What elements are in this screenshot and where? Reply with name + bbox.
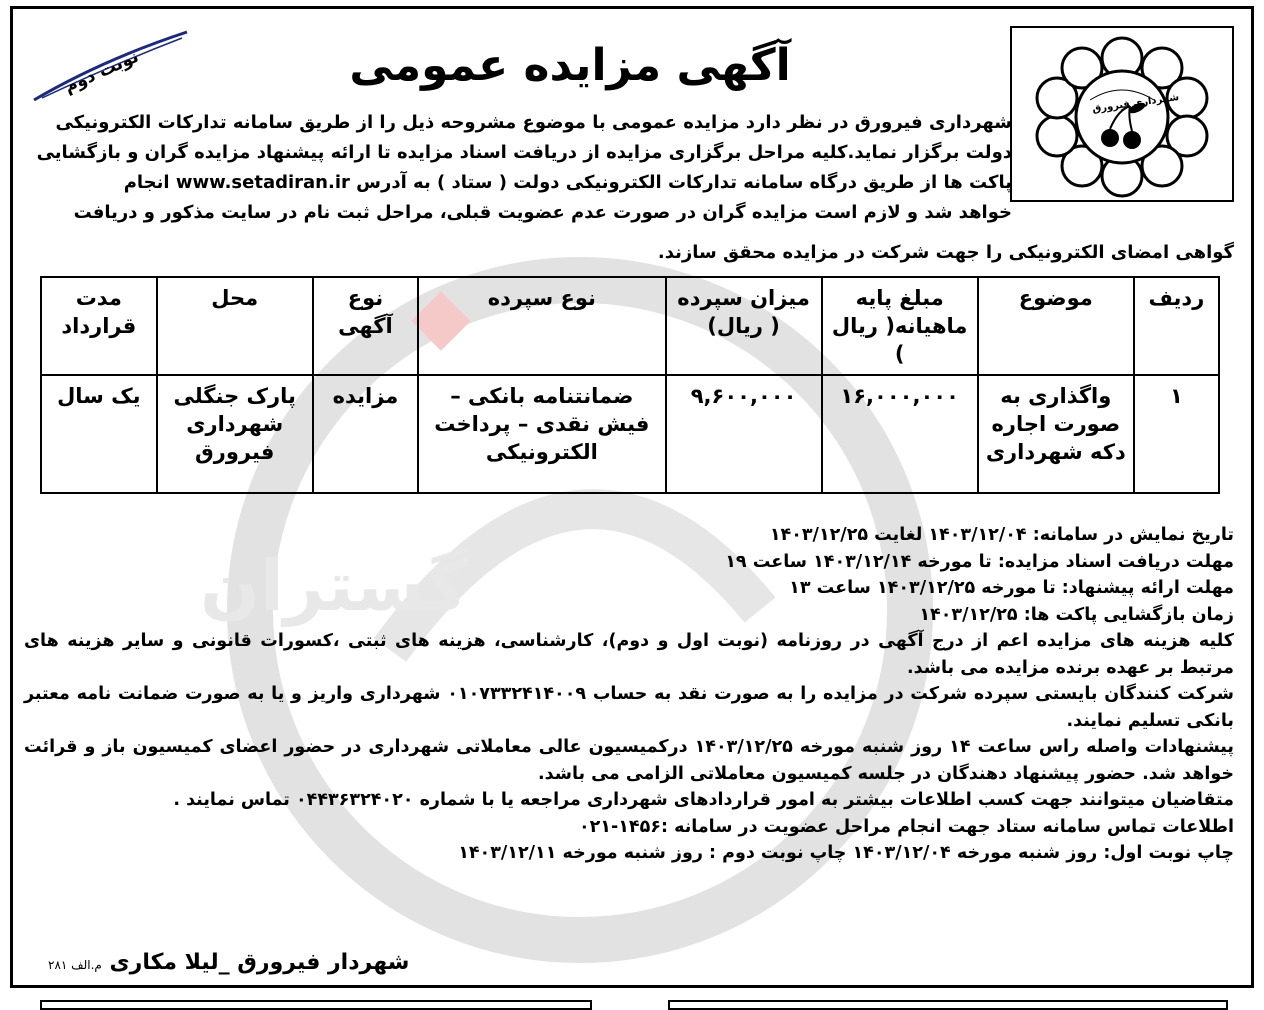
- header-subject: موضوع: [978, 277, 1134, 375]
- auction-details: [24, 522, 1234, 867]
- print-dates: چاپ نوبت اول: روز شنبه مورخه ۱۴۰۳/۱۲/۰۴ چاپ نوبت دوم : روز شنبه مورخه ۱۴۰۳/۱۲/۱۱: [458, 843, 1234, 863]
- next-ad-edge-left: [40, 1000, 592, 1010]
- header-ad-type: نوع آگهی: [313, 277, 418, 375]
- intro-line-last: گواهی امضای الکترونیکی را جهت شرکت در مزایده محقق سازند.: [657, 242, 1234, 263]
- page-title: آگهی مزایده عمومی: [349, 40, 791, 91]
- contact-note: متقاضیان میتوانند جهت کسب اطلاعات بیشتر به امور قراردادهای شهرداری مراجعه یا با شماره ۰۴۴۳۶۳۲۴۰۲۰ تماس نمایند .: [173, 790, 1234, 810]
- intro-line: خواهد شد و لازم است مزایده گران در صورت عدم عضویت قبلی، مراحل ثبت نام در سایت مذکور و دریافت: [73, 202, 1012, 223]
- cell-place: پارک جنگلی شهرداری فیرورق: [157, 375, 313, 493]
- deposit-note: شرکت کنندگان بایستی سپرده شرکت در مزایده را به صورت نقد به حساب ۰۱۰۷۳۳۲۴۱۴۰۰۹ شهرداری واریز و یا به صورت ضمانت نامه معتبر بانکی تسلیم نمایند.: [24, 684, 1234, 731]
- cell-row-number: ۱: [1134, 375, 1219, 493]
- intro-line: پاکت ها از طریق درگاه سامانه تدارکات الکترونیکی دولت ( ستاد ) به آدرس www.setadiran.ir انجام: [123, 172, 1012, 193]
- second-print-badge: [22, 30, 182, 110]
- offer-deadline: مهلت ارائه پیشنهاد: تا مورخه ۱۴۰۳/۱۲/۲۵ ساعت ۱۳: [789, 578, 1234, 598]
- intro-line: شهرداری فیرورق در نظر دارد مزایده عمومی با موضوع مشروحه ذیل را از طریق سامانه تدارکات الکترونیکی: [55, 112, 1012, 133]
- table-row: [41, 375, 1219, 493]
- table-header-row: [41, 277, 1219, 375]
- cell-deposit-amount: ۹,۶۰۰,۰۰۰: [666, 375, 822, 493]
- next-ad-edge-right: [668, 1000, 1228, 1010]
- signature: [48, 950, 409, 975]
- display-date: تاریخ نمایش در سامانه: ۱۴۰۳/۱۲/۰۴ لغایت ۱۴۰۳/۱۲/۲۵: [769, 525, 1234, 545]
- header-place: محل: [157, 277, 313, 375]
- cell-base-price: ۱۶,۰۰۰,۰۰۰: [822, 375, 978, 493]
- header-row-number: ردیف: [1134, 277, 1219, 375]
- cell-ad-type: مزایده: [313, 375, 418, 493]
- costs-note: کلیه هزینه های مزایده اعم از درج آگهی در روزنامه (نوبت اول و دوم)، کارشناسی، هزینه های ثبتی ،کسورات قانونی و سایر هزینه های مرتبط بر عهده برنده مزایده می باشد.: [24, 631, 1234, 678]
- opening-note: پیشنهادات واصله راس ساعت ۱۴ روز شنبه مورخه ۱۴۰۳/۱۲/۲۵ درکمیسیون عالی معاملاتی شهرداری در حضور اعضای کمیسیون باز و قرائت خواهد شد. حضور پیشنهاد دهندگان در جلسه کمیسیون معاملاتی الزامی می باشد.: [24, 737, 1234, 784]
- cell-subject: واگذاری به صورت اجاره دکه شهرداری: [978, 375, 1134, 493]
- flower-emblem-icon: [1012, 28, 1232, 200]
- cell-contract-duration: یک سال: [41, 375, 157, 493]
- header-base-price: مبلغ پایه ماهیانه( ریال ): [822, 277, 978, 375]
- signature-name: شهردار فیرورق _لیلا مکاری: [109, 950, 410, 975]
- municipality-logo: [1010, 26, 1234, 202]
- badge-label: نوبت دوم: [61, 46, 142, 98]
- auction-table: [40, 276, 1220, 494]
- header-deposit-type: نوع سپرده: [418, 277, 665, 375]
- header-deposit-amount: میزان سپرده ( ریال): [666, 277, 822, 375]
- setad-contact: اطلاعات تماس سامانه ستاد جهت انجام مراحل عضویت در سامانه :۱۴۵۶-۰۲۱: [578, 816, 1234, 837]
- document-deadline: مهلت دریافت اسناد مزایده: تا مورخه ۱۴۰۳/۱۲/۱۴ ساعت ۱۹: [725, 551, 1234, 572]
- header-contract-duration: مدت قرارداد: [41, 277, 157, 375]
- intro-line: دولت برگزار نماید.کلیه مراحل برگزاری مزایده از دریافت اسناد مزایده تا ارائه پیشنهاد مزایده گران و بازگشایی: [36, 142, 1012, 163]
- logo-text: شهرداری فیرورق: [1091, 91, 1180, 116]
- cell-deposit-type: ضمانتنامه بانکی – فیش نقدی – پرداخت الکترونیکی: [418, 375, 665, 493]
- opening-date: زمان بازگشایی پاکت ها: ۱۴۰۳/۱۲/۲۵: [919, 604, 1234, 625]
- signature-code: م.الف ۲۸۱: [48, 958, 102, 972]
- svg-text:گستران: گستران: [200, 545, 468, 627]
